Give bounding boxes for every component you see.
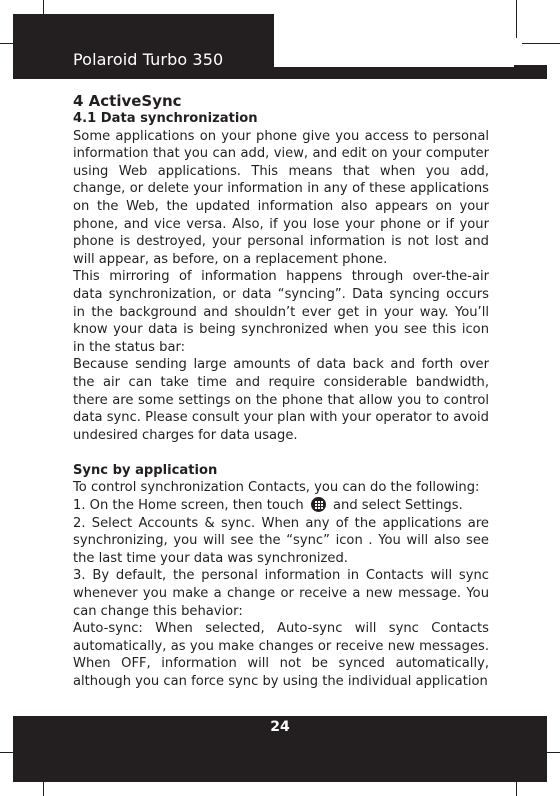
spacer (73, 444, 489, 462)
paragraph: Auto-sync: When selected, Auto-sync will sync Contacts automatically, as you make changes or receive new messages. When OFF, information will not be synced automatically, although you can force sync by using the individual application (73, 621, 489, 689)
crop-mark (522, 43, 560, 44)
header-title: Polaroid Turbo 350 (73, 50, 224, 69)
page-number: 24 (270, 719, 290, 735)
step-2: 2. Select Accounts & sync. When any of the applications are synchronizing, you will see the “sync” icon . You will also see the last time your data was synchronized. (73, 515, 489, 566)
crop-mark (516, 0, 517, 38)
step-1-text-end: and select Settings. (333, 498, 463, 514)
apps-grid-icon (311, 497, 326, 512)
page-content (73, 92, 489, 691)
paragraph: Some applications on your phone give you access to personal information that you can add, view, and edit on your computer using Web applications. This means that when you add, change, or delete your information in any of these applications on the Web, the updated information also appears on your phone, and vice versa. Also, if you lose your phone or if your phone is destroyed, your personal information is not lost and will appear, as before, on a replacement phone. (73, 128, 489, 267)
header-tab (516, 65, 547, 79)
header-notch (274, 63, 514, 67)
paragraph: To control synchronization Contacts, you can do the following: (73, 480, 480, 496)
step-3: 3. By default, the personal information in Contacts will sync whenever you make a change or receive a new message. You can change this behavior: (73, 568, 489, 619)
paragraph: Because sending large amounts of data back and forth over the air can take time and require considerable bandwidth, there are some settings on the phone that allow you to control data sync. Please consult your plan with your operator to avoid undesired charges for data usage. (73, 357, 489, 443)
paragraph: This mirroring of information happens through over-the-air data synchronization, or data “syncing”. Data syncing occurs in the background and shouldn’t ever get in your way. You’ll know your data is being synchronized when you see this icon in the status bar: (73, 269, 489, 355)
subsection-title: 4.1 Data synchronization (73, 111, 258, 126)
step-1-text: 1. On the Home screen, then touch (73, 498, 304, 514)
subsection-title: Sync by application (73, 462, 218, 478)
section-title: 4 ActiveSync (73, 92, 182, 110)
step-1 (73, 497, 489, 515)
